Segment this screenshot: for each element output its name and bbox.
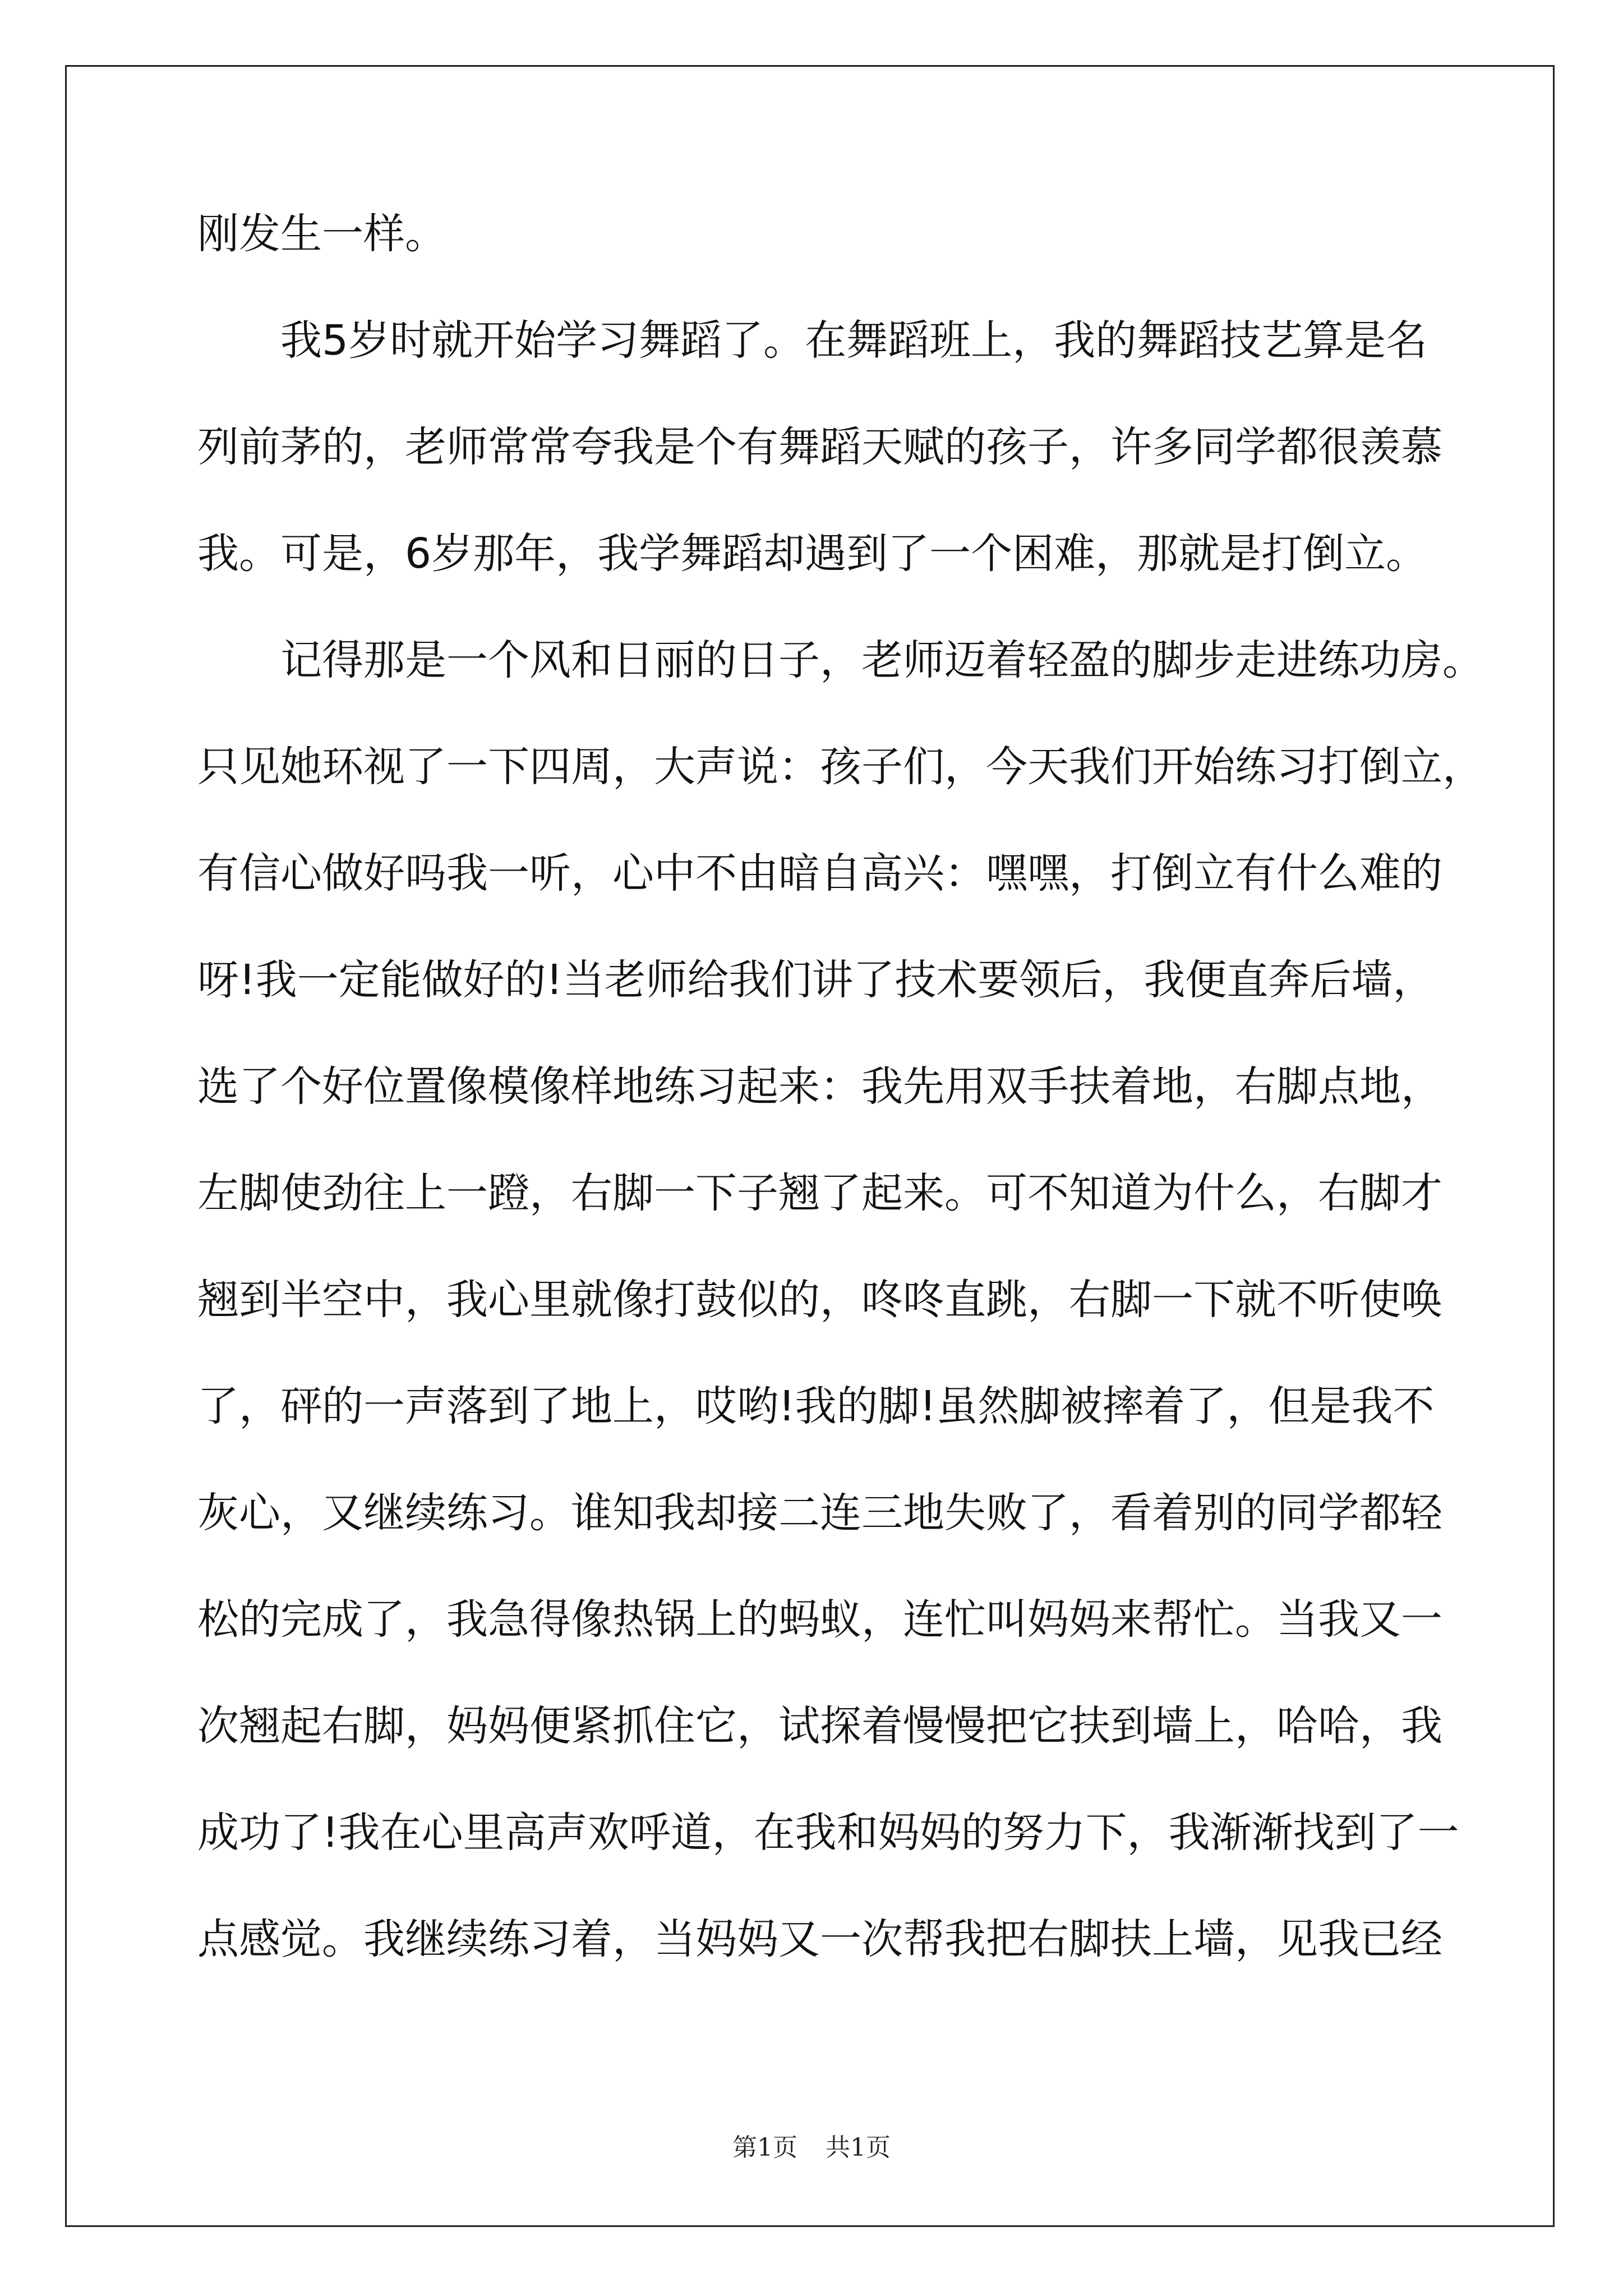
text-line: 次 翘 起 右 脚 ， 妈 妈 便 紧 抓 住 它 ， 试 探 着 慢 慢 把 它 扶 到 墙 上 ， 哈 哈 ， 我 — [197, 1702, 1442, 1750]
text-line: 松 的 完 成 了 ， 我 急 得 像 热 锅 上 的 蚂 蚁 ， 连 忙 叫 妈 妈 来 帮 忙 。 当 我 又 一 — [197, 1595, 1442, 1644]
text-line: 了 ， 砰 的 一 声 落 到 了 地 上 ， 哎 哟 ! 我 的 脚 ! 虽 然 脚 被 摔 着 了 ， 但 是 我 不 — [197, 1382, 1435, 1430]
text-line: 成 功 了 ! 我 在 心 里 高 声 欢 呼 道 ， 在 我 和 妈 妈 的 努 力 下 ， 我 渐 渐 找 到 了 一 — [197, 1809, 1459, 1857]
text-line: 灰 心 ， 又 继 续 练 习 。 谁 知 我 却 接 二 连 三 地 失 败 了 ， 看 着 别 的 同 学 都 轻 — [197, 1489, 1442, 1537]
text-line: 我 5 岁 时 就 开 始 学 习 舞 蹈 了 。 在 舞 蹈 班 上 ， 我 的 舞 蹈 技 艺 算 是 名 — [280, 316, 1428, 365]
text-line: 只 见 她 环 视 了 一 下 四 周 ， 大 声 说 ： 孩 子 们 ， 今 天 我 们 开 始 练 习 打 倒 立 ， — [197, 743, 1484, 791]
text-line: 选 了 个 好 位 置 像 模 像 样 地 练 习 起 来 ： 我 先 用 双 手 扶 着 地 ， 右 脚 点 地 ， — [197, 1062, 1442, 1111]
text-line: 左 脚 使 劲 往 上 一 蹬 ， 右 脚 一 下 子 翘 了 起 来 。 可 不 知 道 为 什 么 ， 右 脚 才 — [197, 1169, 1442, 1217]
page-number: 第1页 — [732, 2133, 797, 2162]
document-body — [197, 210, 1484, 2025]
text-line: 列 前 茅 的 ， 老 师 常 常 夸 我 是 个 有 舞 蹈 天 赋 的 孩 子 ， 许 多 同 学 都 很 羡 慕 — [197, 423, 1442, 471]
text-line: 有 信 心 做 好 吗 我 一 听 ， 心 中 不 由 暗 自 高 兴 ： 嘿 嘿 ， 打 倒 立 有 什 么 难 的 — [197, 849, 1442, 898]
text-line: 翘 到 半 空 中 ， 我 心 里 就 像 打 鼓 似 的 ， 咚 咚 直 跳 ， 右 脚 一 下 就 不 听 使 唤 — [197, 1276, 1442, 1324]
text-line: 点 感 觉 。 我 继 续 练 习 着 ， 当 妈 妈 又 一 次 帮 我 把 右 脚 扶 上 墙 ， 见 我 已 经 — [197, 1915, 1442, 1963]
text-line: 我。可是，6岁那年，我学舞蹈却遇到了一个困难，那就是打倒立。 — [197, 530, 1428, 578]
text-line: 记 得 那 是 一 个 风 和 日 丽 的 日 子 ， 老 师 迈 着 轻 盈 的 脚 步 走 进 练 功 房 。 — [280, 636, 1484, 684]
text-line: 刚发生一样。 — [197, 210, 446, 258]
text-line: 呀 ! 我 一 定 能 做 好 的 ! 当 老 师 给 我 们 讲 了 技 术 要 领 后 ， 我 便 直 奔 后 墙 ， — [197, 956, 1435, 1004]
page-footer — [0, 2127, 1623, 2163]
page-total: 共1页 — [826, 2133, 891, 2162]
